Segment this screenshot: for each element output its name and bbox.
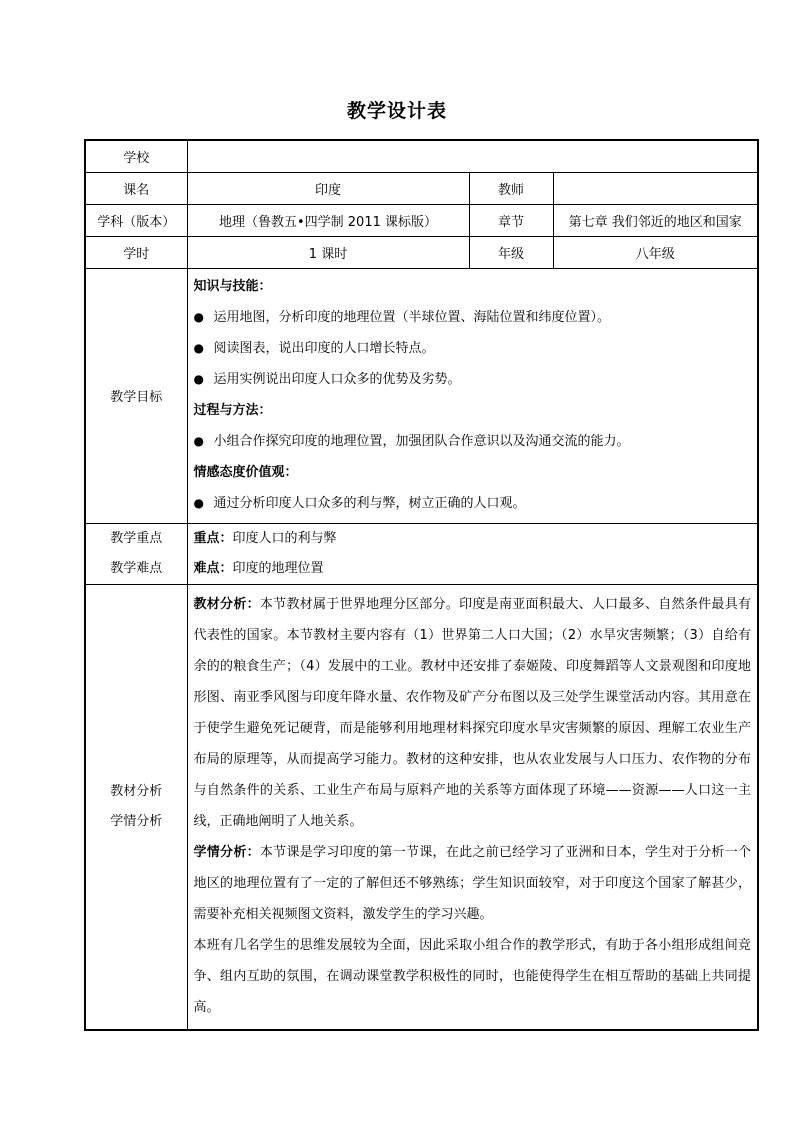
student-prefix: 学情分析： (193, 844, 260, 860)
course-label: 课名 (85, 172, 187, 204)
subject-value: 地理（鲁教五•四学制 2011 课标版） (187, 204, 469, 236)
difficulty-text: 印度的地理位置 (232, 560, 324, 576)
subject-row (85, 204, 758, 236)
keypoints-labels (85, 523, 187, 584)
analysis-content (187, 584, 758, 1030)
textbook-analysis (194, 589, 752, 837)
process-item: ● 小组合作探究印度的地理位置，加强团队合作意识以及沟通交流的能力。 (194, 426, 752, 457)
teacher-value (553, 172, 758, 204)
difficulty-line (188, 554, 758, 584)
keypoints-row (85, 523, 758, 584)
analysis-row (85, 584, 758, 1030)
class-analysis: 本班有几名学生的思维发展较为全面，因此采取小组合作的教学形式，有助于各小组形成组间竞争、组内互助的氛围，在调动课堂教学积极性的同时，也能使得学生在相互帮助的基础上共同提高。 (193, 937, 751, 1015)
focus-label: 教学重点 (110, 530, 163, 546)
lesson-design-table (84, 139, 759, 1031)
objectives-row (85, 268, 758, 523)
attitude-item: ● 通过分析印度人口众多的利与弊，树立正确的人口观。 (194, 488, 752, 519)
grade-label: 年级 (469, 236, 553, 268)
period-row (85, 236, 758, 268)
school-label: 学校 (85, 140, 187, 172)
analysis-labels (85, 584, 187, 1030)
knowledge-item: ● 运用地图，分析印度的地理位置（半球位置、海陆位置和纬度位置）。 (194, 302, 752, 333)
process-heading: 过程与方法： (193, 402, 272, 418)
knowledge-item: ● 运用实例说出印度人口众多的优势及劣势。 (194, 364, 752, 395)
objectives-label: 教学目标 (85, 268, 187, 523)
keypoints-content (187, 523, 758, 584)
period-value: 1 课时 (187, 236, 469, 268)
student-text: 本节课是学习印度的第一节课，在此之前已经学习了亚洲和日本，学生对于分析一个地区的地理位置有了一定的了解但还不够熟练；学生知识面较窄，对于印度这个国家了解甚少，需要补充相关视频图文资料，激发学生的学习兴趣。 (193, 844, 751, 922)
focus-text: 印度人口的利与弊 (232, 530, 337, 546)
difficulty-prefix: 难点： (193, 560, 233, 576)
difficulty-label: 教学难点 (110, 560, 163, 576)
objectives-content (187, 268, 758, 523)
focus-prefix: 重点： (193, 530, 233, 546)
teacher-label: 教师 (469, 172, 553, 204)
textbook-analysis-label: 教材分析 (110, 783, 163, 799)
student-analysis-label: 学情分析 (110, 813, 163, 829)
period-label: 学时 (85, 236, 187, 268)
course-value: 印度 (187, 172, 469, 204)
student-analysis (194, 837, 752, 930)
attitude-heading: 情感态度价值观： (193, 464, 298, 480)
textbook-prefix: 教材分析： (193, 596, 260, 612)
chapter-label: 章节 (469, 204, 553, 236)
chapter-value: 第七章 我们邻近的地区和国家 (553, 204, 758, 236)
textbook-text: 本节教材属于世界地理分区部分。印度是南亚面积最大、人口最多、自然条件最具有代表性的国家。本节教材主要内容有（1）世界第二人口大国；（2）水旱灾害频繁；（3）自给有余的的粮食生产；（4）发展中的工业。教材中还安排了泰姬陵、印度舞蹈等人文景观图和印度地形图、南亚季风图与印度年降水量、农作物及矿产分布图以及三处学生课堂活动内容。其用意在于使学生避免死记硬背，而是能够利用地理材料探究印度水旱灾害频繁的原因、理解工农业生产布局的原理等，从而提高学习能力。教材的这种安排，也从农业发展与人口压力、农作物的分布与自然条件的关系、工业生产布局与原料产地的关系等方面体现了环境——资源——人口这一主线，正确地阐明了人地关系。 (193, 596, 751, 829)
knowledge-heading: 知识与技能： (193, 278, 272, 294)
focus-line (188, 524, 758, 554)
school-value (187, 140, 758, 172)
grade-value: 八年级 (553, 236, 758, 268)
school-row (85, 140, 758, 172)
course-row (85, 172, 758, 204)
page-title: 教学设计表 (346, 100, 447, 122)
subject-label: 学科（版本） (85, 204, 187, 236)
knowledge-item: ● 阅读图表，说出印度的人口增长特点。 (194, 333, 752, 364)
